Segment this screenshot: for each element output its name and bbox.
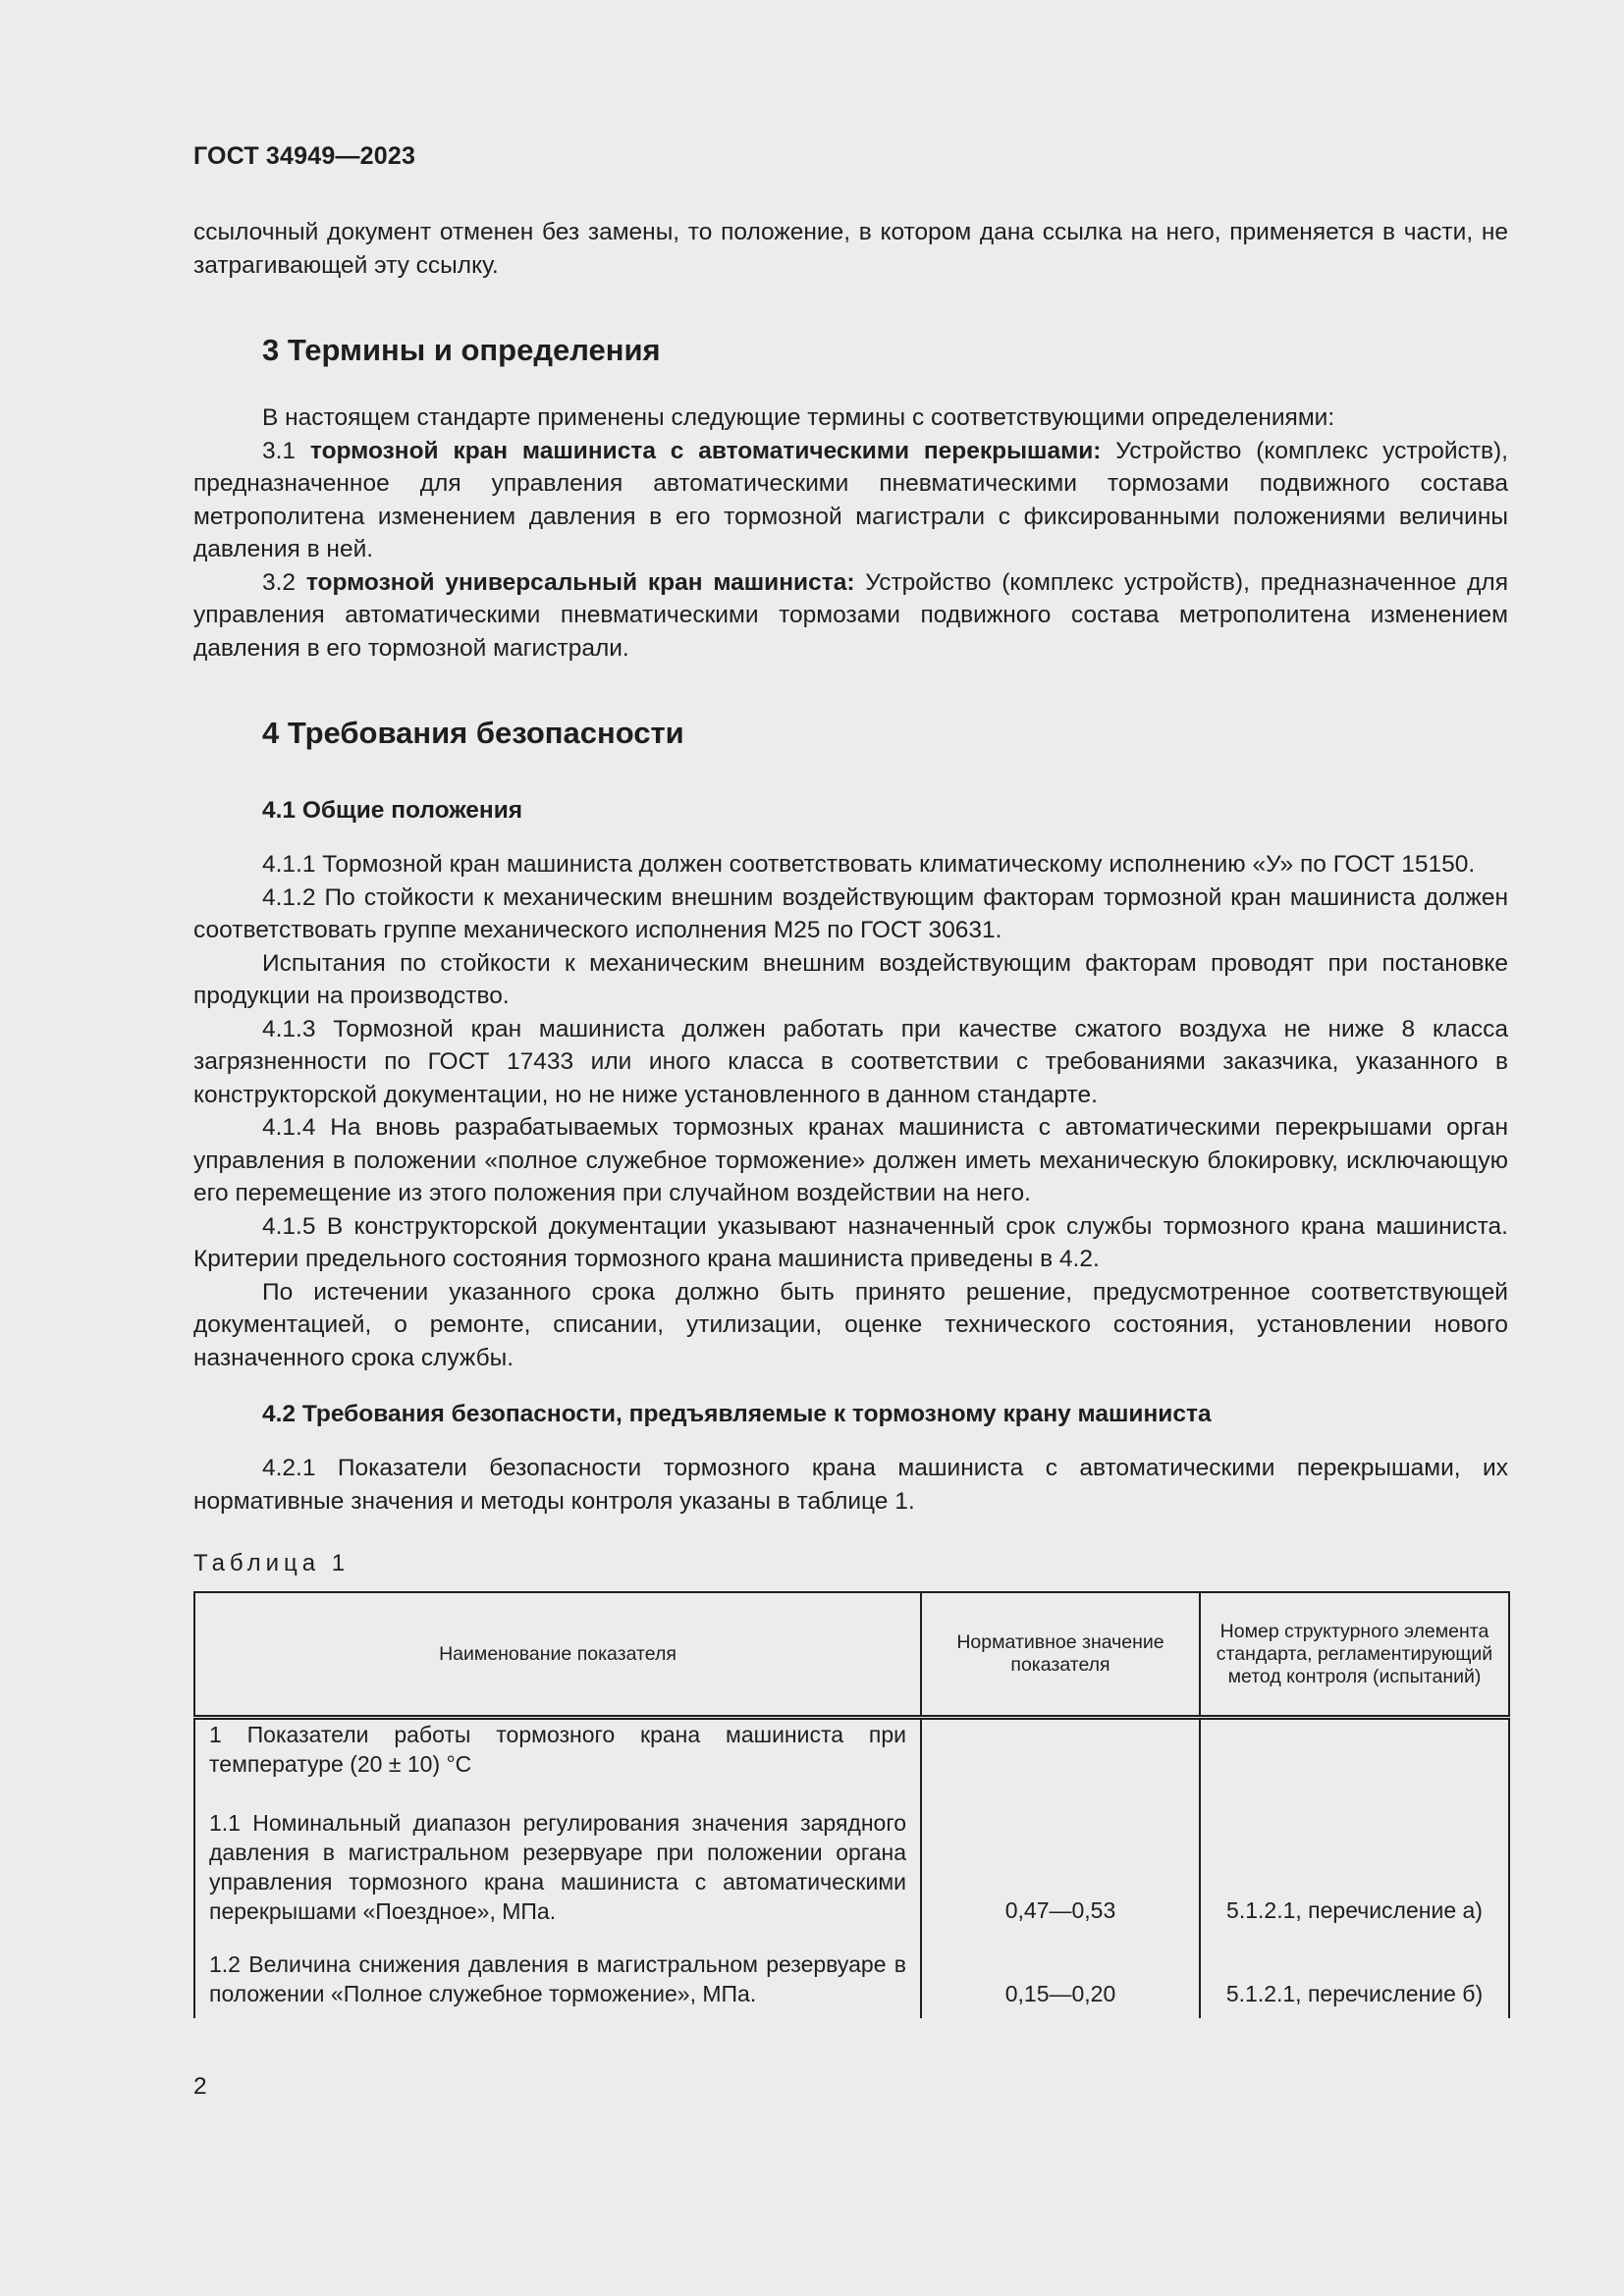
- row-1-2-ref: 5.1.2.1, перечисление б): [1200, 1926, 1509, 2018]
- paragraph-4-1-3: 4.1.3 Тормозной кран машиниста должен работать при качестве сжатого воздуха не ниже 8 класса загрязненности по ГОСТ 17433 или иного класса в соответствии с требованиями заказчика, указанного в конструкторской документации, но не ниже установленного в данном стандарте.: [193, 1015, 1508, 1108]
- section-3-title: 3 Термины и определения: [262, 333, 661, 367]
- paragraph-4-1-4: 4.1.4 На вновь разрабатываемых тормозных кранах машиниста с автоматическими перекрышами орган управления в положении «полное служебное торможение» должен иметь механическую блокировку, исключающую его перемещение из этого положения при случайном воздействии на него.: [193, 1114, 1508, 1206]
- row-1-name: 1 Показатели работы тормозного крана машиниста при температуре (20 ± 10) °С: [194, 1718, 921, 1780]
- row-1-1-name: 1.1 Номинальный диапазон регулирования значения зарядного давления в магистральном резервуаре при положении органа управления тормозного крана машиниста с автоматическими перекрышами «Поездное», МПа.: [194, 1779, 921, 1926]
- header-indicator-name: Наименование показателя: [194, 1592, 921, 1718]
- term-3-1-definition: Устройство (комплекс устройств), предназначенное для управления автоматическими пневматическими тормозами подвижного состава метрополитена изменением давления в его тормозной магистрали с фиксированными положениями величины давления в ней.: [193, 437, 1508, 562]
- table-header-row: [194, 1592, 1509, 1718]
- paragraph-4-1-2: 4.1.2 По стойкости к механическим внешним воздействующим факторам тормозной кран машиниста должен соответствовать группе механического исполнения М25 по ГОСТ 30631.: [193, 883, 1508, 943]
- section-4-2-title: 4.2 Требования безопасности, предъявляемые к тормозному крану машиниста: [262, 1401, 1212, 1427]
- row-1-1-ref: 5.1.2.1, перечисление а): [1200, 1779, 1509, 1926]
- term-3-1: [193, 435, 1508, 566]
- table-row: [194, 1779, 1509, 1926]
- section-3-lead: В настоящем стандарте применены следующие термины с соответствующими определениями:: [262, 404, 1335, 431]
- table-caption: Таблица 1: [193, 1550, 351, 1576]
- row-1-1-value: 0,47—0,53: [921, 1779, 1200, 1926]
- header-control-method: Номер структурного элемента стандарта, регламентирующий метод контроля (испытаний): [1200, 1592, 1509, 1718]
- header-normative-value: Нормативное значение показателя: [921, 1592, 1200, 1718]
- term-3-2-term: тормозной универсальный кран машиниста:: [305, 568, 855, 596]
- row-1-2-value: 0,15—0,20: [921, 1926, 1200, 2018]
- paragraph-4-2-1: 4.2.1 Показатели безопасности тормозного крана машиниста с автоматическими перекрышами, их нормативные значения и методы контроля указаны в таблице 1.: [193, 1455, 1508, 1515]
- term-3-2: [193, 566, 1508, 666]
- term-3-2-number: 3.2: [262, 568, 297, 596]
- page-content: [193, 142, 1508, 2018]
- row-1-2-name: 1.2 Величина снижения давления в магистральном резервуаре в положении «Полное служебное торможение», МПа.: [194, 1926, 921, 2018]
- section-4-title: 4 Требования безопасности: [262, 716, 684, 750]
- paragraph-4-1-5: 4.1.5 В конструкторской документации указывают назначенный срок службы тормозного крана машиниста. Критерии предельного состояния тормозного крана машиниста приведены в 4.2.: [193, 1212, 1508, 1272]
- section-4-1-title: 4.1 Общие положения: [262, 797, 523, 824]
- row-1-ref: [1200, 1718, 1509, 1780]
- table-row: [194, 1926, 1509, 2018]
- table-1: [193, 1591, 1510, 2018]
- paragraph-4-1-1: 4.1.1 Тормозной кран машиниста должен соответствовать климатическому исполнению «У» по ГОСТ 15150.: [262, 851, 1476, 878]
- page-number: 2: [193, 2073, 207, 2100]
- paragraph-4-1-2-tests: Испытания по стойкости к механическим внешним воздействующим факторам проводят при постановке продукции на производство.: [193, 949, 1508, 1009]
- table-row: [194, 1718, 1509, 1780]
- paragraph-4-1-5-expiry: По истечении указанного срока должно быть принято решение, предусмотренное соответствующей документацией, о ремонте, списании, утилизации, оценке технического состояния, установлении нового назначенного срока службы.: [193, 1278, 1508, 1371]
- term-3-2-definition: Устройство (комплекс устройств), предназначенное для управления автоматическими пневматическими тормозами подвижного состава метрополитена изменением давления в его тормозной магистрали.: [193, 568, 1508, 662]
- intro-paragraph: ссылочный документ отменен без замены, то положение, в котором дана ссылка на него, применяется в части, не затрагивающей эту ссылку.: [193, 219, 1508, 279]
- section-4-1-body: [193, 848, 1508, 1374]
- term-3-1-number: 3.1: [262, 437, 297, 464]
- term-3-1-term: тормозной кран машиниста с автоматическими перекрышами:: [309, 437, 1102, 464]
- document-header: ГОСТ 34949—2023: [193, 142, 416, 170]
- row-1-value: [921, 1718, 1200, 1780]
